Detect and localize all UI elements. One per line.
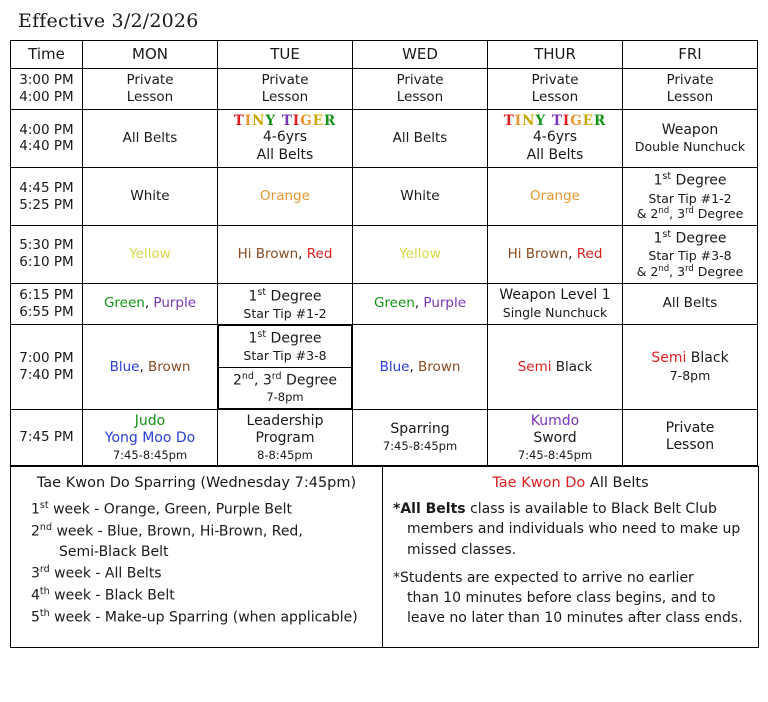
time-start: 4:45 PM [19, 179, 74, 196]
belt-separator: , [568, 245, 577, 262]
all-belts-heading [393, 475, 748, 499]
cell-fri [623, 409, 758, 465]
time-end: 4:00 PM [19, 88, 74, 105]
time-cell [11, 68, 83, 109]
list-item: 3rd week - All Belts [31, 564, 162, 582]
class-line-1: Sparring [390, 421, 450, 438]
class-line-1: Private [666, 71, 714, 88]
cell-tue [218, 283, 353, 325]
schedule-table [10, 40, 758, 466]
belt-semi: Semi [651, 350, 687, 367]
class-line-1: 2nd, 3rd Degree [232, 371, 337, 389]
note-arrival [393, 568, 748, 629]
class-line-1 [625, 350, 755, 368]
belt-red: Red [306, 245, 333, 262]
class-line-2: Star Tip #1-2 [648, 190, 732, 206]
belt-semi: Semi [517, 358, 552, 375]
time-start: 6:15 PM [19, 287, 74, 304]
time-end: 5:25 PM [19, 196, 74, 213]
cell-mon: All Belts [83, 109, 218, 168]
class-line-2: Lesson [666, 88, 714, 105]
tiny-tiger-label: TINY TIGER [503, 112, 607, 129]
note-text-cont: members and individuals who need to make up missed classes. [407, 521, 741, 558]
header-tue: TUE [218, 41, 353, 69]
class-line-3: 7:45-8:45pm [112, 447, 188, 462]
belt-purple: Purple [153, 295, 197, 312]
class-line-3: 8-8:45pm [257, 447, 313, 462]
note-all-belts [393, 499, 748, 560]
belt-blue: Blue [109, 358, 140, 375]
belt-black: Black [690, 350, 729, 367]
class-line-1: 1st Degree [248, 286, 322, 305]
belt-separator: , [414, 295, 424, 312]
list-item: 5th week - Make-up Sparring (when applicable) [31, 607, 358, 626]
belt-blue: Blue [379, 358, 410, 375]
cell-mon: White [83, 168, 218, 226]
class-line-2: Program [255, 430, 315, 447]
cell-fri [623, 68, 758, 109]
class-line-2: Lesson [396, 88, 444, 105]
list-item-text: week - Orange, Green, Purple Belt [48, 501, 292, 518]
class-line-2: Lesson [531, 88, 579, 105]
class-line-2: Star Tip #3-8 [243, 348, 327, 364]
list-item: 4th week - Black Belt [31, 585, 175, 604]
class-line-1: Private [261, 71, 309, 88]
cell-split-table [218, 325, 352, 408]
class-line-1: Private [396, 71, 444, 88]
belt-separator: , [298, 245, 307, 262]
class-line-1: 1st Degree [653, 228, 727, 247]
cell-mon [83, 283, 218, 325]
note-text: *Students are expected to arrive no earlier [393, 569, 694, 586]
class-line-1: Weapon Level 1 [499, 287, 611, 304]
cell-fri [623, 109, 758, 168]
header-mon: MON [83, 41, 218, 69]
class-line-1: Leadership [246, 412, 324, 429]
class-line-2: Lesson [665, 437, 715, 454]
cell-mon [83, 409, 218, 465]
class-line-1: 1st Degree [653, 171, 727, 190]
belt-separator: , [144, 295, 154, 312]
cell-tue [218, 325, 353, 409]
cell-wed: White [353, 168, 488, 226]
cell-thur [488, 109, 623, 168]
page-title: Effective 3/2/2026 [18, 10, 199, 32]
belt-brown: Brown [148, 358, 191, 375]
table-row [11, 68, 758, 109]
time-cell [11, 168, 83, 226]
table-row [11, 168, 758, 226]
class-belts: All Belts [526, 146, 584, 163]
class-belts: All Belts [256, 146, 314, 163]
time-start: 7:45 PM [19, 428, 74, 445]
class-age: 4-6yrs [532, 129, 578, 146]
belt-separator: , [409, 358, 419, 375]
cell-mon [83, 68, 218, 109]
class-line-1: Private [665, 419, 715, 436]
belt-separator: , [139, 358, 149, 375]
belt-hi-brown: Hi Brown [237, 245, 299, 262]
list-item-text: week - Black Belt [49, 587, 175, 604]
cell-thur: Orange [488, 168, 623, 226]
cell-tue [218, 225, 353, 283]
time-cell [11, 409, 83, 465]
class-age: 4-6yrs [262, 129, 308, 146]
class-line-2: Lesson [126, 88, 174, 105]
class-line-1: 1st Degree [248, 329, 322, 347]
cell-mon [83, 325, 218, 409]
class-line-2: Star Tip #1-2 [243, 305, 327, 321]
table-row [11, 283, 758, 325]
cell-thur [488, 225, 623, 283]
class-line-2: 7:45-8:45pm [382, 438, 458, 453]
cell-wed [353, 409, 488, 465]
table-header-row [11, 41, 758, 69]
time-start: 3:00 PM [19, 71, 74, 88]
cell-tue [218, 68, 353, 109]
class-line-2: Yong Moo Do [104, 430, 196, 447]
notes-right [383, 466, 759, 647]
table-row [11, 325, 758, 409]
cell-tue [218, 409, 353, 465]
class-line-1: Kumdo [530, 412, 580, 429]
time-end: 7:40 PM [19, 366, 74, 383]
time-cell [11, 325, 83, 409]
list-item-text: week - Make-up Sparring (when applicable) [49, 609, 358, 626]
cell-fri [623, 325, 758, 409]
time-cell [11, 109, 83, 168]
time-cell [11, 225, 83, 283]
cell-wed [353, 325, 488, 409]
class-line-2: Single Nunchuck [502, 304, 608, 320]
heading-taekwondo: Tae Kwon Do [492, 474, 586, 491]
class-line-2: 7-8pm [266, 390, 304, 405]
cell-wed: All Belts [353, 109, 488, 168]
belt-purple: Purple [423, 295, 467, 312]
sparring-list [21, 499, 372, 628]
list-item-text: week - All Belts [49, 565, 162, 582]
belt-brown: Brown [418, 358, 461, 375]
cell-thur [488, 409, 623, 465]
class-line-3: & 2nd, 3rd Degree [636, 263, 744, 279]
class-line-2: Lesson [261, 88, 309, 105]
time-start: 4:00 PM [19, 121, 74, 138]
table-row [11, 225, 758, 283]
notes-left [11, 466, 383, 647]
time-end: 6:55 PM [19, 303, 74, 320]
list-item-extra: Semi-Black Belt [59, 544, 169, 561]
class-line-2: 7-8pm [669, 367, 711, 383]
time-start: 5:30 PM [19, 237, 74, 254]
belt-red: Red [576, 245, 603, 262]
belt-hi-brown: Hi Brown [507, 245, 569, 262]
list-item-text: week - Blue, Brown, Hi-Brown, Red, [52, 523, 303, 540]
time-end: 6:10 PM [19, 254, 74, 271]
time-end: 4:40 PM [19, 138, 74, 155]
cell-thur [488, 68, 623, 109]
cell-wed: Yellow [353, 225, 488, 283]
class-line-2: Sword [533, 430, 577, 447]
class-line-1: Judo [134, 412, 166, 429]
belt-black: Black [555, 358, 593, 375]
cell-wed [353, 283, 488, 325]
header-time: Time [11, 41, 83, 69]
time-cell [11, 283, 83, 325]
header-thur: THUR [488, 41, 623, 69]
table-row [11, 109, 758, 168]
list-item: 2nd week - Blue, Brown, Hi-Brown, Red, Semi-Black Belt [31, 521, 372, 564]
note-bold: *All Belts [393, 500, 466, 517]
cell-fri: All Belts [623, 283, 758, 325]
note-text: class is available to Black Belt Club [465, 500, 717, 517]
sparring-heading: Tae Kwon Do Sparring (Wednesday 7:45pm) [36, 474, 357, 491]
cell-tue [218, 109, 353, 168]
header-wed: WED [353, 41, 488, 69]
notes-table [10, 466, 759, 648]
header-fri: FRI [623, 41, 758, 69]
class-line-3: 7:45-8:45pm [517, 447, 593, 462]
heading-rest: All Belts [585, 474, 649, 491]
class-line-3: & 2nd, 3rd Degree [636, 206, 744, 222]
cell-mon: Yellow [83, 225, 218, 283]
class-line-2: Double Nunchuck [634, 139, 746, 155]
cell-fri [623, 168, 758, 226]
cell-wed [353, 68, 488, 109]
note-text-cont: than 10 minutes before class begins, and to leave no later than 10 minutes after class ends. [407, 590, 743, 627]
cell-tue-lower [219, 368, 352, 409]
time-start: 7:00 PM [19, 350, 74, 367]
class-line-2: Star Tip #3-8 [648, 248, 732, 264]
belt-green: Green [103, 295, 145, 312]
class-line-1: Weapon [661, 121, 719, 138]
cell-tue: Orange [218, 168, 353, 226]
list-item: 1st week - Orange, Green, Purple Belt [31, 499, 292, 518]
cell-tue-upper [219, 326, 352, 368]
class-line-1: Private [531, 71, 579, 88]
cell-thur [488, 283, 623, 325]
table-row [11, 409, 758, 465]
belt-green: Green [373, 295, 415, 312]
tiny-tiger-label: TINY TIGER [233, 112, 337, 129]
cell-thur [488, 325, 623, 409]
class-line-1: Private [126, 71, 174, 88]
cell-fri [623, 225, 758, 283]
